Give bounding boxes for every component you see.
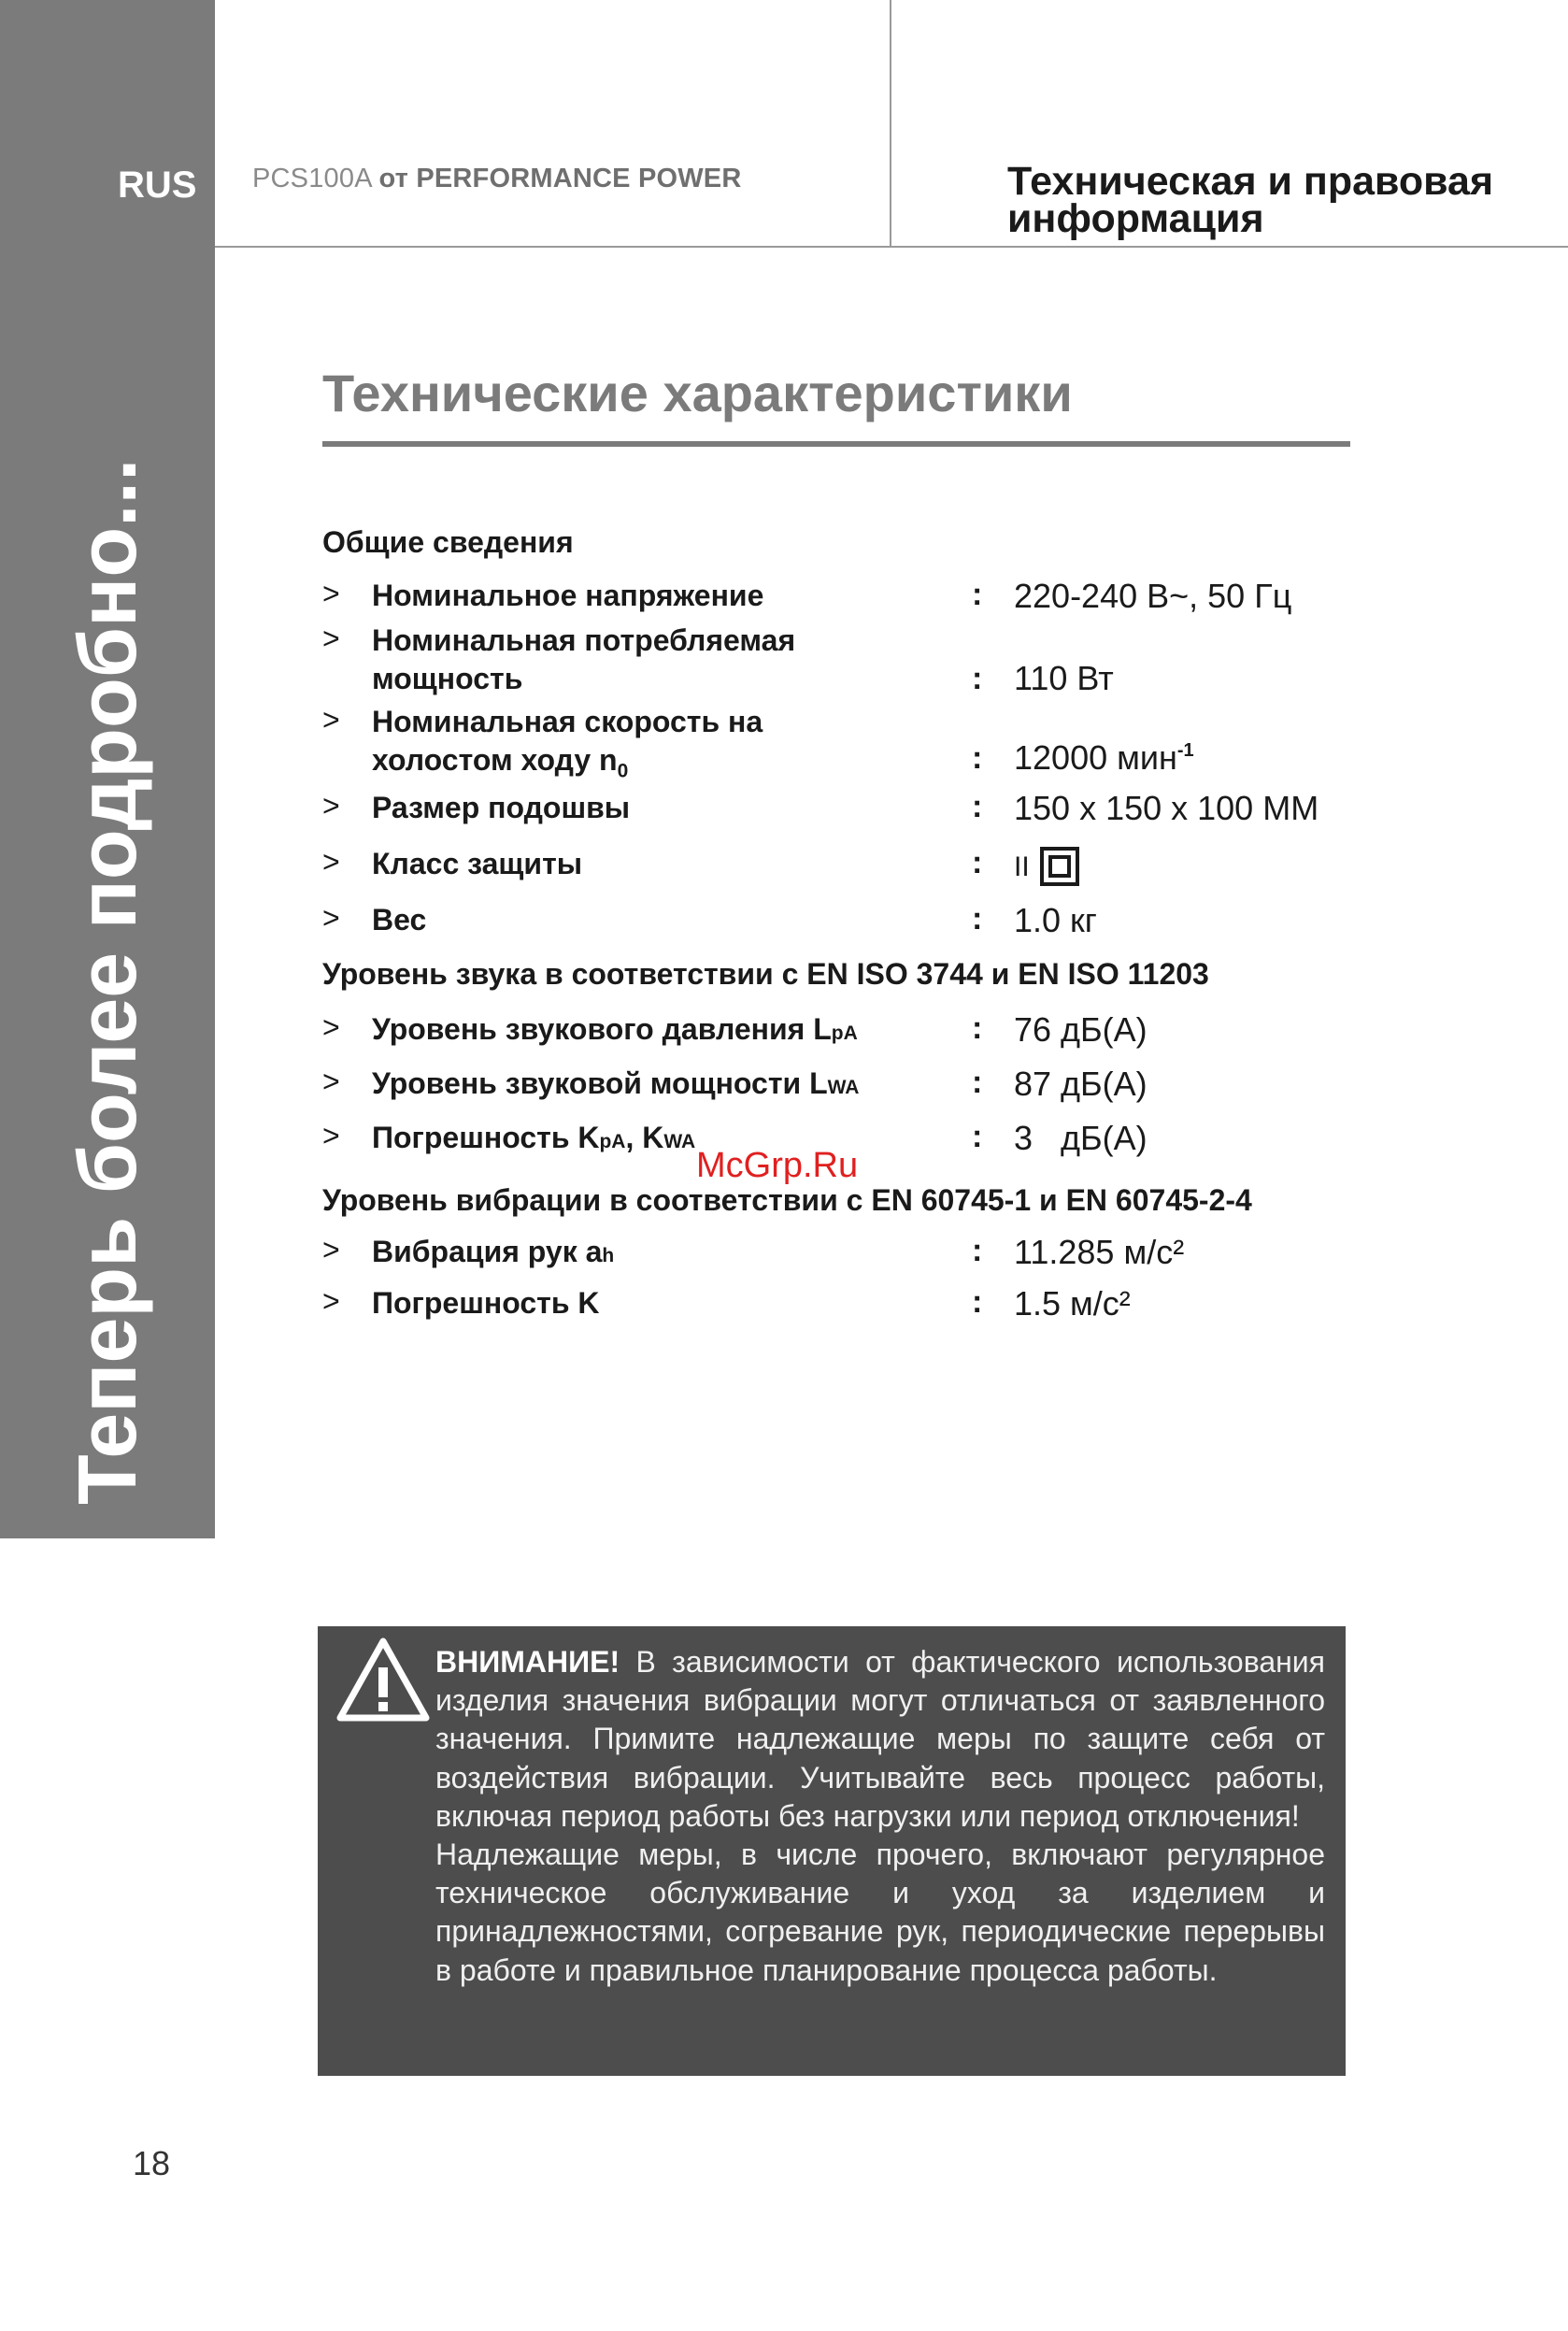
warning-text: ВНИМАНИЕ! В зависимости от фактического использования изделия значения вибрации могут отличаться от заявленного значения. Примите надлежащие меры по защите себя от воздействия вибрации. Учитывайте весь процесс работы, включая период работы без нагрузки или период отключения! Надлежащие меры, в числе прочего, включают регулярное техническое обслуживание и уход за изделием и принадлежностями, согревание рук, периодические перерывы в работе и правильное планирование процесса работы. [435, 1645, 1325, 1987]
spec-label: Класс защиты [372, 847, 583, 880]
spec-label: Вес [372, 903, 427, 937]
general-specs [322, 525, 1369, 939]
row-colon: : [972, 1284, 983, 1320]
spec-value: 11.285 м/с² [1014, 1233, 1185, 1271]
page-heading: Технические характеристики [322, 364, 1073, 422]
protection-class-value: II [1014, 845, 1080, 887]
header-divider [890, 0, 891, 247]
row-arrow: > [322, 789, 340, 822]
spec-label: Вибрация рук ah [372, 1235, 615, 1268]
sound-specs [322, 957, 1369, 1157]
spec-value: 220-240 В~, 50 Гц [1014, 577, 1292, 615]
row-colon: : [972, 661, 983, 696]
spec-label: Уровень звуковой мощности LWA [372, 1066, 860, 1100]
spec-value: 1.5 м/с² [1014, 1284, 1131, 1323]
sidebar-vertical-title: Теперь более подробно... [61, 458, 153, 1505]
row-colon: : [972, 1233, 983, 1268]
row-colon: : [972, 1119, 983, 1154]
row-colon: : [972, 789, 983, 824]
row-arrow: > [322, 1010, 340, 1044]
spec-label: Номинальная потребляемая мощность [372, 623, 796, 695]
header-rule [215, 246, 1568, 248]
warning-box [318, 1626, 1346, 2076]
spec-label: Номинальная скорость на холостом ходу $n_0$ [372, 705, 763, 782]
row-colon: : [972, 845, 983, 880]
row-colon: : [972, 577, 983, 612]
heading-underline [322, 441, 1350, 447]
spec-label: Погрешность KpA, KWA [372, 1121, 696, 1154]
spec-value: 76 дБ(A) [1014, 1010, 1147, 1049]
row-colon: : [972, 1065, 983, 1100]
row-arrow: > [322, 1119, 340, 1152]
spec-label: Уровень звукового давления LpA [372, 1012, 858, 1046]
watermark: McGrp.Ru [696, 1146, 859, 1185]
group-title-general: Общие сведения [322, 525, 574, 559]
row-arrow: > [322, 1284, 340, 1318]
group-title-vibration: Уровень вибрации в соответствии с EN 60745-1 и EN 60745-2-4 [322, 1183, 1252, 1217]
spec-value: 87 дБ(A) [1014, 1065, 1147, 1103]
language-code: RUS [118, 164, 197, 206]
double-insulation-icon [1039, 846, 1080, 887]
page-number: 18 [133, 2144, 171, 2182]
model-line: PCS100A от PERFORMANCE POWER [252, 164, 742, 193]
row-arrow: > [322, 1065, 340, 1098]
row-arrow: > [322, 703, 340, 736]
row-colon: : [972, 740, 983, 776]
row-arrow: > [322, 901, 340, 935]
spec-value: 3 дБ(A) [1014, 1119, 1147, 1157]
spec-label: Номинальное напряжение [372, 579, 764, 612]
vibration-specs [322, 1183, 1369, 1323]
spec-label: Размер подошвы [372, 791, 631, 824]
spec-value: 12000 мин$^{-1}$ [1014, 738, 1194, 777]
row-arrow: > [322, 622, 340, 655]
spec-value: 110 Вт [1014, 659, 1114, 697]
row-arrow: > [322, 1233, 340, 1266]
row-colon: : [972, 1010, 983, 1046]
row-arrow: > [322, 577, 340, 610]
spec-value: 1.0 кг [1014, 901, 1097, 939]
warning-triangle-icon [335, 1636, 432, 1723]
section-title: Техническая и правовая информация [1007, 159, 1494, 241]
sidebar-band [0, 0, 215, 1538]
group-title-sound: Уровень звука в соответствии с EN ISO 3744 и EN ISO 11203 [322, 957, 1209, 991]
spec-value: 150 x 150 x 100 ММ [1014, 789, 1319, 827]
row-arrow: > [322, 845, 340, 879]
spec-label: Погрешность K [372, 1286, 600, 1320]
row-colon: : [972, 901, 983, 937]
